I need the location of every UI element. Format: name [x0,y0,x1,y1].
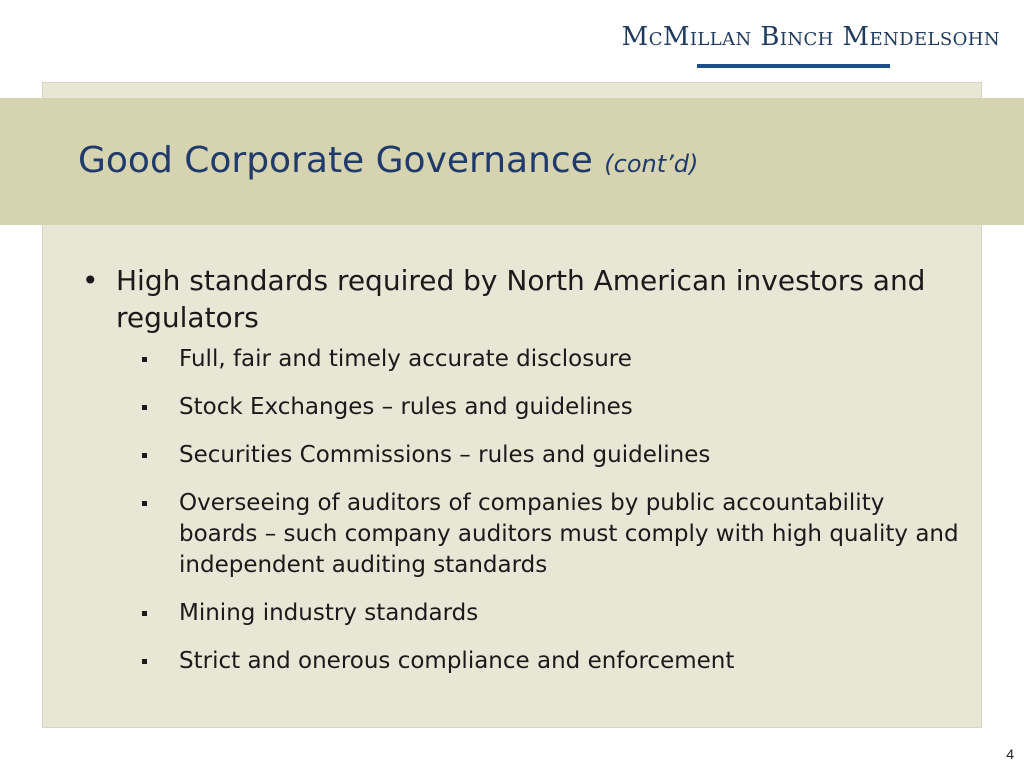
sub-bullet-text: Full, fair and timely accurate disclosure [179,346,632,372]
sub-bullet-text: Mining industry standards [179,600,479,626]
firm-logo: McMillan Binch Mendelsohn [621,22,1000,52]
sub-bullet-text: Strict and onerous compliance and enforcement [179,648,735,674]
square-bullet-icon [142,611,147,616]
slide-content [80,262,960,694]
logo-underline [697,64,890,68]
sub-bullet-list [80,344,960,677]
sub-bullet-item [80,344,960,375]
main-bullet [80,262,960,336]
slide-title-text: Good Corporate Governance [78,140,593,181]
sub-bullet-item [80,488,960,581]
square-bullet-icon [142,501,147,506]
sub-bullet-text: Securities Commissions – rules and guidelines [179,442,711,468]
square-bullet-icon [142,453,147,458]
sub-bullet-item [80,440,960,471]
bullet-dot-icon: • [82,264,99,297]
slide-title [78,140,698,181]
page-number: 4 [1006,746,1014,762]
sub-bullet-item [80,646,960,677]
square-bullet-icon [142,357,147,362]
slide-title-suffix: (cont’d) [604,150,699,178]
main-bullet-text: High standards required by North American investors and regulators [116,264,926,334]
sub-bullet-text: Overseeing of auditors of companies by public accountability boards – such company auditors must comply with high quality and independent auditing standards [179,490,959,578]
sub-bullet-text: Stock Exchanges – rules and guidelines [179,394,633,420]
sub-bullet-item [80,598,960,629]
square-bullet-icon [142,659,147,664]
square-bullet-icon [142,405,147,410]
sub-bullet-item [80,392,960,423]
